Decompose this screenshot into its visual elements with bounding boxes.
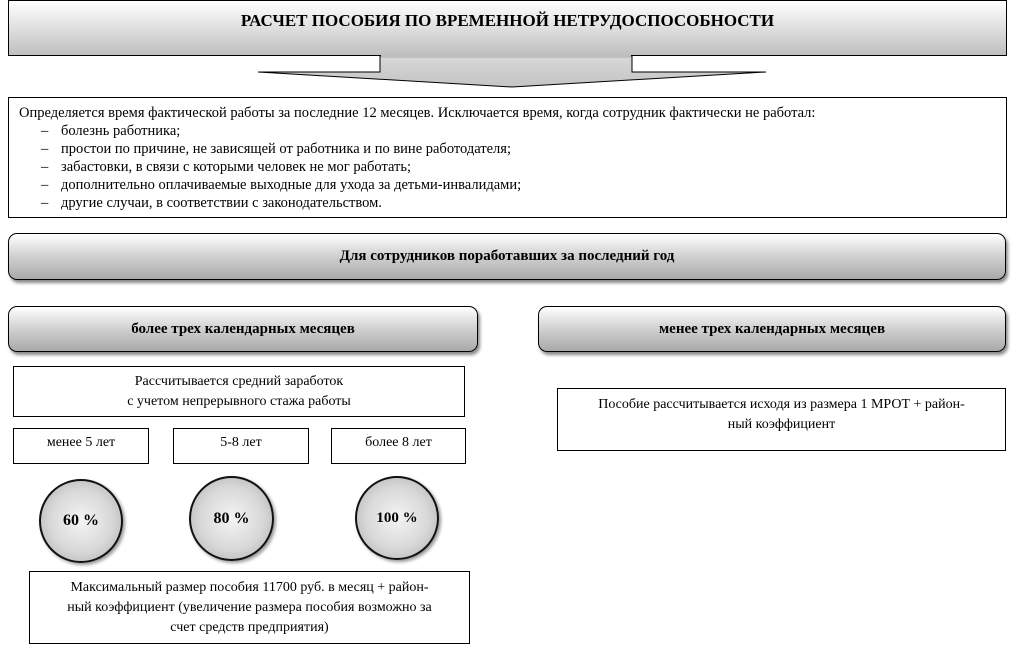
- info-box: [8, 97, 1007, 218]
- mrot-line-1: Пособие рассчитывается исходя из размера 1 МРОТ + район-: [598, 397, 965, 412]
- percent-label: 80 %: [213, 509, 250, 527]
- period-label: 5-8 лет: [220, 435, 262, 450]
- average-earnings-line-2: с учетом непрерывного стажа работы: [127, 393, 351, 409]
- average-earnings-box: [13, 366, 465, 417]
- max-benefit-box: [29, 571, 470, 644]
- percent-circle-80: [189, 476, 274, 561]
- list-item: – другие случаи, в соответствии с законодательством.: [19, 194, 996, 212]
- period-label: более 8 лет: [365, 435, 432, 450]
- percent-circle-100: [355, 476, 439, 560]
- max-benefit-line-1: Максимальный размер пособия 11700 руб. в месяц + район-: [70, 579, 429, 595]
- period-box-over-8: [331, 428, 466, 464]
- mrot-box: [557, 388, 1006, 451]
- period-box-under-5: [13, 428, 149, 464]
- main-bar-label: Для сотрудников поработавших за последний год: [339, 248, 675, 264]
- period-label: менее 5 лет: [46, 435, 116, 450]
- percent-circle-60: [39, 479, 123, 563]
- list-item: – болезнь работника;: [19, 122, 996, 140]
- main-bar: [8, 233, 1006, 280]
- list-item: – простои по причине, не зависящей от работника и по вине работодателя;: [19, 140, 996, 158]
- percent-label: 60 %: [63, 512, 99, 529]
- info-intro: Определяется время фактической работы за последние 12 месяцев. Исключается время, когда сотрудник фактически не работал:: [19, 105, 816, 121]
- title-arrow: [0, 0, 1024, 90]
- right-header-label: менее трех календарных месяцев: [658, 320, 886, 337]
- max-benefit-line-2: ный коэффициент (увеличение размера пособия возможно за: [67, 599, 432, 615]
- right-header-bar: [538, 306, 1006, 352]
- exclusions-list: [19, 122, 996, 212]
- max-benefit-line-3: счет средств предприятия): [170, 619, 329, 635]
- list-item: – дополнительно оплачиваемые выходные для ухода за детьми-инвалидами;: [19, 176, 996, 194]
- left-header-label: более трех календарных месяцев: [131, 320, 355, 337]
- percent-label: 100 %: [376, 509, 418, 526]
- arrow-shape: [258, 56, 766, 87]
- mrot-line-2: ный коэффициент: [727, 417, 836, 432]
- list-item: – забастовки, в связи с которыми человек не мог работать;: [19, 158, 996, 176]
- average-earnings-line-1: Рассчитывается средний заработок: [134, 373, 344, 389]
- period-box-5-8: [173, 428, 309, 464]
- page-title-text: РАСЧЕТ ПОСОБИЯ ПО ВРЕМЕННОЙ НЕТРУДОСПОСОБНОСТИ: [240, 11, 775, 30]
- left-header-bar: [8, 306, 478, 352]
